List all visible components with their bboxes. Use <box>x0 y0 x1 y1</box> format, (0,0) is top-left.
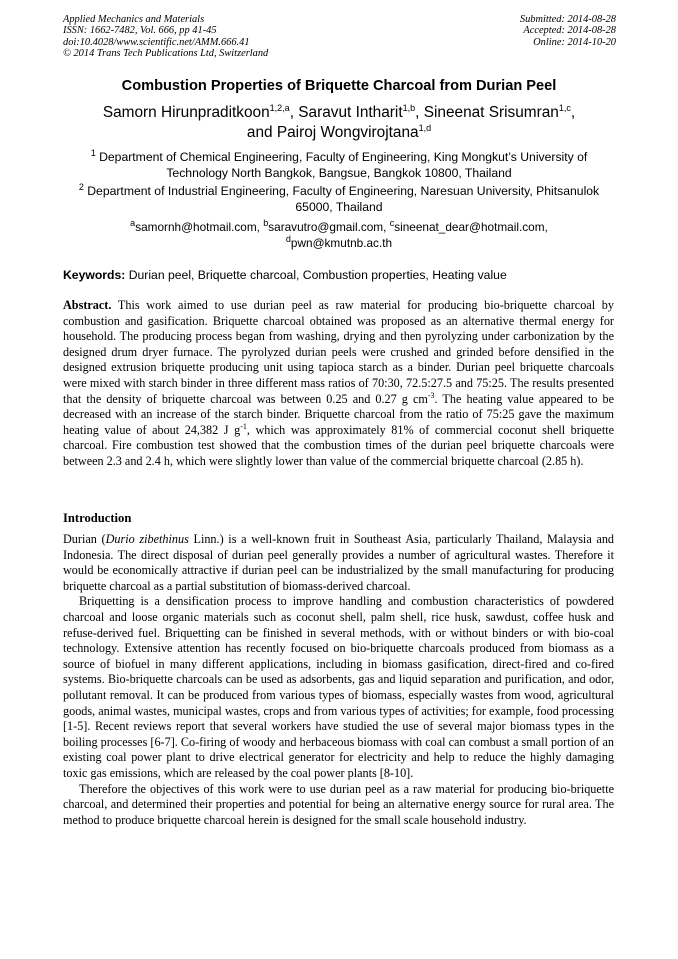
submitted-date: Submitted: 2014-08-28 <box>519 14 616 25</box>
affiliation-line: Department of Industrial Engineering, Faculty of Engineering, Naresuan University, Phitsanulok <box>87 184 600 198</box>
dates-info <box>520 14 616 48</box>
email-link[interactable]: saravutro@gmail.com, <box>268 220 387 234</box>
author-name: Sineenat Srisumran <box>423 104 559 121</box>
affiliation-line: Department of Chemical Engineering, Faculty of Engineering, King Mongkut’s University of <box>99 150 588 164</box>
section-heading: Introduction <box>63 511 132 525</box>
author-list: Samorn Hirunpraditkoon$^{1,2,a}$, Saravut Intharit$^{1,b}$, Sineenat Srisumran$^{1,c}$, and Pairoj Wongvirojtana$^{1,d}$ <box>102 102 576 141</box>
journal-info <box>63 14 268 60</box>
paper-title: Combustion Properties of Briquette Charcoal from Durian Peel <box>121 78 557 94</box>
email-link[interactable]: pwn@kmutnb.ac.th <box>290 235 393 250</box>
author-name: Samorn Hirunpraditkoon <box>102 104 270 121</box>
author-sup: 1,d <box>418 122 432 133</box>
keywords <box>63 268 623 282</box>
abstract-text: This work aimed to use durian peel as raw material for producing bio-briquette charcoal by combustion and gasification. Briquette charcoal obtained was proposed as an alternative thermal energy for household. The producing process began from washing, drying and then pyrolyzing under carbonization by the designed drum dryer furnace. The pyrolyzed durian peels were crushed and grinded before densified in the designed extrusion briquette producing unit using tapioca starch as a binder. Durian peel briquette charcoals were mixed with starch binder in three different mass ratios of 70:30, 72.5:27.5 and 75:25. The results presented that the density of briquette charcoal was between 0.25 and 0.27 g cm <box>63 298 614 406</box>
journal-doi: doi:10.4028/www.scientific.net/AMM.666.41 <box>63 36 250 48</box>
email-sup: b <box>263 218 269 229</box>
affiliation-num: 1 <box>90 147 96 158</box>
email-sup: c <box>389 218 395 229</box>
affiliation-1 <box>60 149 618 181</box>
abstract-sup: -1 <box>240 421 247 431</box>
email-link[interactable]: sineenat_dear@hotmail.com, <box>394 220 548 234</box>
author-sup: 1,2,a <box>269 102 290 113</box>
abstract-text: , which was approximately 81% of commercial coconut shell briquette charcoal. Fire combustion test showed that the combustion times of the durian peel briquette charcoals were between 2.3 and 2.4 h, which were slightly lower than value of the commercial briquette charcoal (2.85 h). <box>63 422 614 468</box>
paragraph-text: Durian ( <box>63 532 106 546</box>
affiliation-num: 2 <box>78 181 84 192</box>
journal-name: Applied Mechanics and Materials <box>63 14 205 25</box>
abstract-label: Abstract. <box>63 298 112 312</box>
author-name: Pairoj Wongvirojtana <box>276 124 419 141</box>
affiliation-line: 65000, Thailand <box>295 200 383 214</box>
species-name: Durio zibethinus <box>105 532 189 546</box>
email-sup: d <box>285 233 291 244</box>
paragraph: Therefore the objectives of this work were to use durian peel as a raw material for producing bio-briquette charcoal, and determined their properties and potential for being an alternative energy source for rural area. The method to produce briquette charcoal herein is designed for the small scale household industry. <box>63 781 614 827</box>
paragraph: Briquetting is a densification process to improve handling and combustion characteristics of powdered charcoal and loose organic materials such as coconut shell, palm shell, rice husk, sawdust, coffee husk and refuse-derived fuel. Briquetting can be finished in several methods, with or without binders or with bio-coal technology. Extensive attention has recently focused on bio-briquette charcoals produced from biomass as a source of biofuel in many different applications, including in biomass gasification, direct-fired and co-fired systems. Bio-briquette charcoals can be used as adsorbents, gas and liquid separation and purification, and odor, pollutant removal. It can be produced from various types of biomass, especially wastes from wood, agricultural goods, animal wastes, municipal wastes, crops and from various types of activities; for example, food processing [1-5]. Recent reviews report that several workers have studied the use of several major biomass types in the boiling processes [6-7]. Co-firing of woody and herbaceous biomass with coal can combust a small portion of an existing coal power plant to drive electrical generator for electricity and help to reduce the highly damaging toxic gas emissions, which are released by the coal power plants [8-10]. <box>63 594 614 780</box>
journal-copyright: © 2014 Trans Tech Publications Ltd, Switzerland <box>63 48 269 60</box>
email-sup: a <box>130 218 136 229</box>
abstract-text: . The heating value appeared to be decreased with an increase of the starch binder. Briquette charcoal from the ratio of 75:25 gave the maximum heating value of about 24,382 J g <box>63 391 615 437</box>
paragraph <box>63 532 614 594</box>
abstract-sup: -3 <box>427 390 435 400</box>
accepted-date: Accepted: 2014-08-28 <box>523 25 616 37</box>
author-name: Saravut Intharit <box>298 104 403 121</box>
paragraph-text: Linn.) is a well-known fruit in Southeast Asia, particularly Thailand, Malaysia and Indonesia. The direct disposal of durian peel generally provides a number of agricultural wastes. Therefore it would be economically attractive if durian peel can be industrialized by the small manufacturing for producing briquette charcoal as a partial substitution of biomass-derived charcoal. <box>63 532 615 593</box>
affiliation-line: Technology North Bangkok, Bangsue, Bangkok 10800, Thailand <box>166 166 512 180</box>
abstract <box>63 298 614 470</box>
author-sup: 1,b <box>402 102 416 113</box>
introduction-body <box>63 532 614 828</box>
author-sup: 1,c <box>558 102 571 113</box>
email-link[interactable]: samornh@hotmail.com, <box>135 220 260 234</box>
author-and: and <box>246 124 273 141</box>
keywords-text: Durian peel, Briquette charcoal, Combustion properties, Heating value <box>128 268 507 282</box>
author-emails <box>60 220 618 251</box>
keywords-label: Keywords: <box>63 268 126 282</box>
affiliation-2 <box>60 183 618 215</box>
journal-issn: ISSN: 1662-7482, Vol. 666, pp 41-45 <box>63 25 217 37</box>
online-date: Online: 2014-10-20 <box>533 36 616 48</box>
